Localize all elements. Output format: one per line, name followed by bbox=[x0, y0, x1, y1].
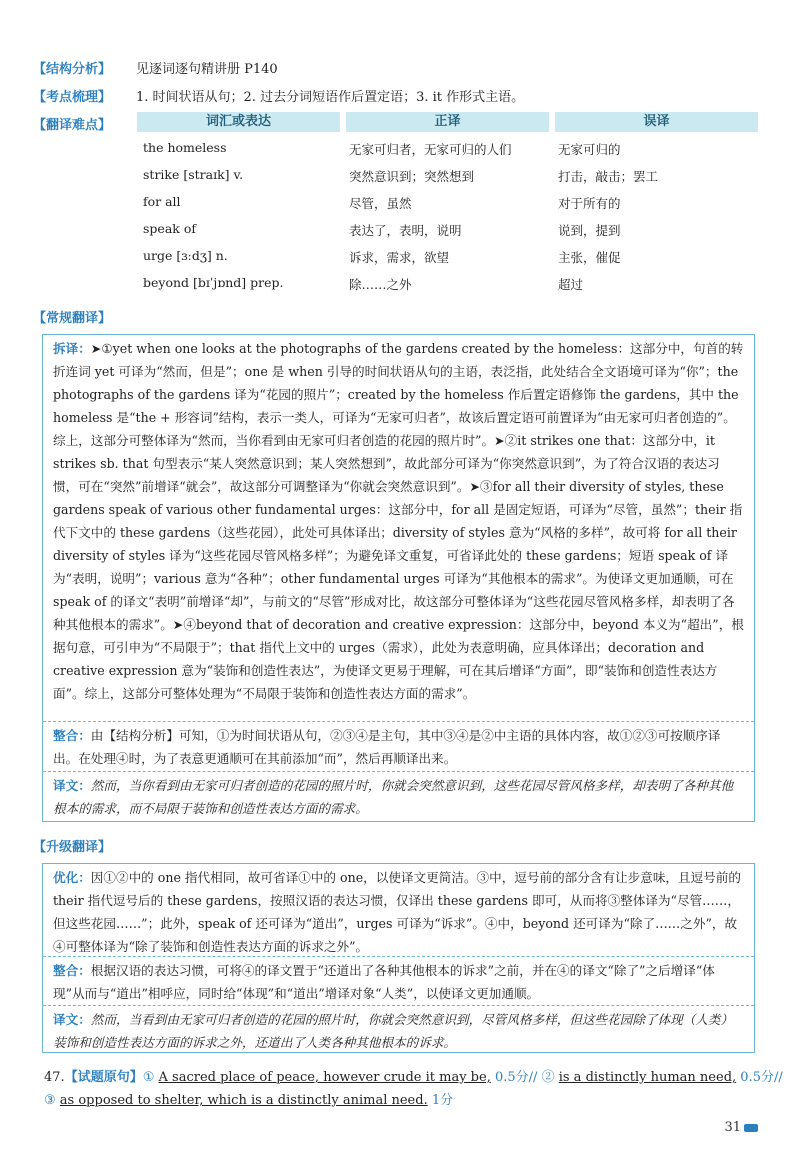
vocab-row bbox=[143, 217, 703, 243]
part3-text: as opposed to shelter, which is a distinctly animal need. bbox=[59, 1093, 428, 1108]
upgrade-translation-section bbox=[43, 1005, 754, 1051]
part3-mark: ③ bbox=[44, 1093, 56, 1108]
structure-text: 见逐词逐句精讲册 P140 bbox=[136, 62, 278, 77]
merge-text: 由【结构分析】可知，①为时间状语从句，②③④是主句，其中③④是②中主语的具体内容，故①②③可按顺序译出。在处理④时，为了表意更通顺可在其前添加“而”，然后再顺译出来。 bbox=[53, 728, 721, 766]
part1-mark: ① bbox=[142, 1070, 155, 1085]
regular-tag: 【常规翻译】 bbox=[33, 311, 112, 326]
vocab-correct: 尽管，虽然 bbox=[349, 196, 412, 211]
part1-score: 0.5分// bbox=[494, 1070, 538, 1085]
upgrade-translation-text: 然而，当看到由无家可归者创造的花园的照片时，你就会突然意识到，尽管风格多样，但这些花园除了体现（人类）装饰和创造性表达方面的诉求之外，还道出了人类各种其他根本的诉求。 bbox=[53, 1012, 734, 1050]
vocab-correct: 突然意识到；突然想到 bbox=[349, 169, 475, 184]
upgrade-merge-text: 根据汉语的表达习惯，可将④的译文置于“还道出了各种其他根本的诉求”之前，并在④的译文“除了”之后增译“体现”从而与“道出”相呼应，同时给“体现”和“道出”增译对象“人类”，以使译文更加通顺。 bbox=[53, 963, 715, 1001]
optimize-text: 因①②中的 one 指代相同，故可省译①中的 one，以使译文更简洁。③中，逗号前的部分含有让步意味，且逗号前的 their 指代逗号后的 these gardens，按照汉语的表达习惯，仅译出 these gardens 即可，从而将③整体译为“尽管……，但这些花园……”；此外，speak of 还可译为“道出”，urges 可译为“诉求”。④中，beyond 还可译为“除了……之外”，故④可整体译为“除了装饰和创造性表达方面的诉求之外”。 bbox=[53, 870, 741, 954]
optimize-section bbox=[43, 864, 754, 956]
vocab-wrong: 说到，提到 bbox=[558, 223, 621, 238]
vocab-wrong: 主张，催促 bbox=[558, 250, 621, 265]
vocab-wrong: 超过 bbox=[558, 277, 584, 292]
translation-section bbox=[43, 771, 754, 820]
vocab-row bbox=[143, 163, 703, 189]
question-47-line1 bbox=[44, 1066, 783, 1085]
part2-text: is a distinctly human need, bbox=[558, 1070, 737, 1085]
vocab-header-wrong: 误译 bbox=[555, 112, 758, 132]
vocab-term: strike [straɪk] v. bbox=[143, 167, 244, 182]
vocab-term: the homeless bbox=[143, 140, 227, 155]
split-part-2: ➤②it strikes one that：这部分中，it strikes sb. that 句型表示“某人突然意识到；某人突然想到”，故此部分可译为“你突然意识到”，为了符合汉语的表达习惯，可在“突然”前增译“就会”，故这部分可调整译为“你就会突然意识到”。 bbox=[53, 433, 720, 494]
split-keyword: 拆译： bbox=[53, 341, 91, 356]
regular-box bbox=[42, 334, 755, 822]
question-tag: 【试题原句】 bbox=[64, 1070, 143, 1085]
part2-score: 0.5分// bbox=[740, 1070, 783, 1085]
vocab-term: for all bbox=[143, 194, 181, 209]
page-number-text: 31 bbox=[724, 1120, 741, 1135]
points-text: 1. 时间状语从句；2. 过去分词短语作后置定语；3. it 作形式主语。 bbox=[136, 90, 525, 105]
vocab-row bbox=[143, 190, 703, 216]
translation-keyword: 译文： bbox=[53, 778, 91, 793]
split-section bbox=[43, 335, 754, 721]
translation-text: 然而，当你看到由无家可归者创造的花园的照片时，你就会突然意识到，这些花园尽管风格多样，却表明了各种其他根本的需求，而不局限于装饰和创造性表达方面的需求。 bbox=[53, 778, 734, 816]
question-number: 47. bbox=[44, 1070, 65, 1085]
structure-tag: 【结构分析】 bbox=[33, 62, 112, 77]
upgrade-merge-section bbox=[43, 956, 754, 1005]
vocab-header-term: 词汇或表达 bbox=[137, 112, 340, 132]
part1-text: A sacred place of peace, however crude it may be, bbox=[158, 1070, 491, 1085]
vocab-wrong: 对于所有的 bbox=[558, 196, 621, 211]
upgrade-merge-keyword: 整合： bbox=[53, 963, 91, 978]
merge-section bbox=[43, 721, 754, 771]
part2-mark: ② bbox=[541, 1070, 555, 1085]
split-part-4: ➤④beyond that of decoration and creative expression：这部分中，beyond 本义为“超出”，根据句意，可引申为“不局限于”；that 指代上文中的 urges（需求），此处为表意明确，应具体译出；decoration and creative expression 意为“装饰和创造性表达”，为使译文更易于理解，可在其后增译“方面”，即“装饰和创造性表达方面”。综上，这部分可整体处理为“不局限于装饰和创造性表达方面的需求”。 bbox=[53, 617, 744, 701]
optimize-keyword: 优化： bbox=[53, 870, 91, 885]
vocab-correct: 除……之外 bbox=[349, 277, 412, 292]
vocab-term: urge [ɜːdʒ] n. bbox=[143, 248, 228, 263]
page-number bbox=[724, 1120, 758, 1135]
upgrade-translation-keyword: 译文： bbox=[53, 1012, 91, 1027]
split-part-1: ➤①yet when one looks at the photographs of the gardens created by the homeless：这部分中，句首的转折连词 yet 可译为“然而，但是”；one 是 when 引导的时间状语从句的主语，表泛指，此处结合全文语境可译为“你”；the photographs of the gardens 译为“花园的照片”；created by the homeless 作后置定语修饰 the gardens，其中 the homeless 是“the + 形容词”结构，表示一类人，可译为“无家可归者”，故该后置定语可前置译为“由无家可归者创造的”。综上，这部分可整体译为“然而，当你看到由无家可归者创造的花园的照片时”。 bbox=[53, 341, 744, 448]
vocab-row bbox=[143, 271, 703, 297]
vocab-term: speak of bbox=[143, 221, 196, 236]
vocab-correct: 无家可归者，无家可归的人们 bbox=[349, 142, 512, 157]
question-47-line2 bbox=[44, 1089, 453, 1108]
vocab-correct: 诉求，需求，欲望 bbox=[349, 250, 450, 265]
vocab-wrong: 打击，敲击；罢工 bbox=[558, 169, 659, 184]
vocab-term: beyond [bɪˈjɒnd] prep. bbox=[143, 275, 284, 290]
vocab-row bbox=[143, 244, 703, 270]
merge-keyword: 整合： bbox=[53, 728, 91, 743]
part3-score: 1分 bbox=[431, 1093, 454, 1108]
upgrade-tag: 【升级翻译】 bbox=[33, 840, 112, 855]
graduation-cap-icon bbox=[744, 1124, 758, 1132]
vocab-wrong: 无家可归的 bbox=[558, 142, 621, 157]
difficulty-tag: 【翻译难点】 bbox=[33, 118, 112, 133]
upgrade-box bbox=[42, 863, 755, 1053]
vocab-correct: 表达了，表明，说明 bbox=[349, 223, 462, 238]
vocab-header-correct: 正译 bbox=[346, 112, 549, 132]
split-part-3: ➤③for all their diversity of styles, these gardens speak of various other fundamental urges：这部分中，for all 是固定短语，可译为“尽管，虽然”；their 指代下文中的 these gardens（这些花园），此处可具体译出；diversity of styles 意为“风格的多样”，故可将 for all their diversity of styles 译为“这些花园尽管风格多样”；为避免译文重复，可省译此处的 these gardens；短语 speak of 译为“表明，说明”；various 意为“各种”；other fundamental urges 可译为“其他根本的需求”。为使译文更加通顺，可在 speak of 的译文“表明”前增译“却”，与前文的“尽管”形成对比，故这部分可整体译为“这些花园尽管风格多样，却表明了各种其他根本的需求”。 bbox=[53, 479, 743, 632]
vocab-row bbox=[143, 136, 703, 162]
points-tag: 【考点梳理】 bbox=[33, 90, 112, 105]
